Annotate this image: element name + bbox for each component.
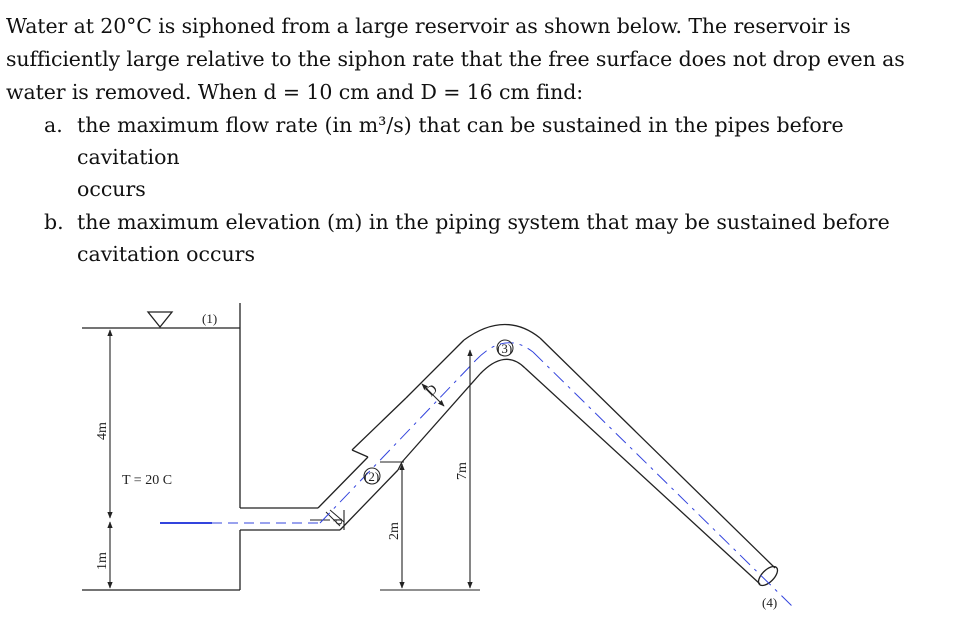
- point-label-3: (3): [497, 341, 513, 356]
- intro-line: water is removed. When d = 10 cm and D = 16 cm find:: [6, 80, 584, 104]
- problem-intro: [6, 10, 951, 109]
- large-pipe: [402, 324, 781, 588]
- question-list: [6, 109, 951, 270]
- centerline: [160, 343, 792, 606]
- siphon-diagram: [0, 280, 956, 640]
- question-item-b: [6, 206, 951, 270]
- reservoir: [82, 303, 340, 590]
- centerline-downleg: [533, 352, 792, 606]
- intro-line: Water at 20°C is siphoned from a large reservoir as shown below. The reservoir is: [6, 14, 851, 38]
- item-marker: a.: [44, 113, 63, 137]
- large-pipe-lower-edge: [402, 374, 480, 462]
- point-label-2: (2): [364, 469, 380, 484]
- free-surface-symbol-icon: [148, 312, 172, 327]
- dimension-4m: 4m: [95, 422, 110, 440]
- item-line: cavitation occurs: [77, 242, 255, 266]
- item-marker: b.: [44, 210, 64, 234]
- temperature-label: T = 20 C: [122, 473, 173, 488]
- downleg-upper-edge: [540, 338, 775, 568]
- diameter-label-d: d: [330, 518, 345, 525]
- pipe-outlet: [755, 563, 780, 588]
- centerline-diag: [320, 360, 476, 523]
- diameter-label-D: D: [423, 382, 441, 400]
- item-line: the maximum flow rate (in m³/s) that can be sustained in the pipes before cavitation: [77, 113, 844, 169]
- expansion-edge: [398, 462, 402, 470]
- large-pipe-upper-edge: [352, 398, 406, 450]
- downleg-lower-edge: [525, 368, 760, 584]
- question-item-a: [6, 109, 951, 205]
- item-line: occurs: [77, 177, 146, 201]
- intro-line: sufficiently large relative to the siphon rate that the free surface does not drop even as: [6, 47, 905, 71]
- small-pipe-upper-edge: [318, 457, 368, 508]
- dimension-2m: 2m: [387, 522, 402, 540]
- bend-outer: [464, 324, 540, 340]
- point-label-4: (4): [762, 595, 778, 610]
- expansion-edge: [352, 450, 368, 457]
- item-line: the maximum elevation (m) in the piping system that may be sustained before: [77, 210, 890, 234]
- problem-statement: [6, 10, 951, 271]
- point-label-1: (1): [202, 311, 218, 326]
- bend-inner: [480, 359, 525, 374]
- dimension-7m: 7m: [455, 462, 470, 480]
- pipe-expansion: [352, 398, 406, 470]
- dimension-1m: 1m: [95, 552, 110, 570]
